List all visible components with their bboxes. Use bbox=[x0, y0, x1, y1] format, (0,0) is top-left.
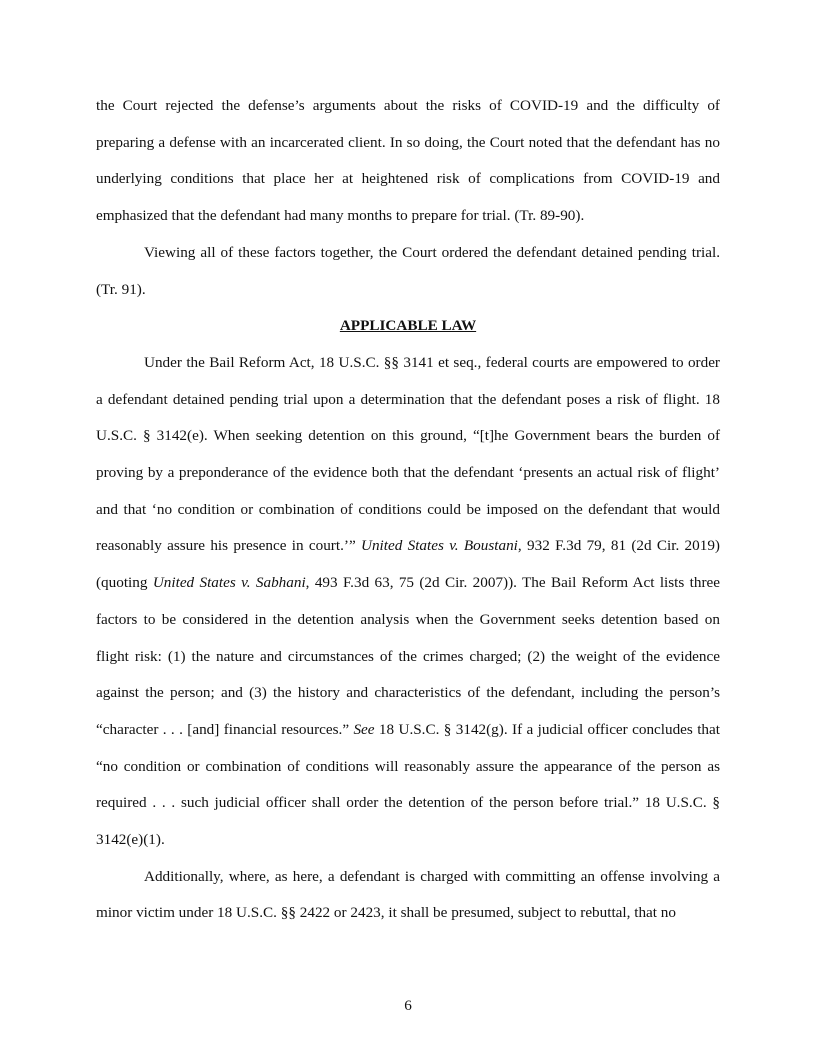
section-heading: APPLICABLE LAW bbox=[339, 317, 477, 335]
page-number: 6 bbox=[404, 997, 412, 1014]
text-segment: , 493 F.3d 63, 75 (2d Cir. 2007)). The Bail Reform Act lists three factors to be considered in the detention analysis when the Government seeks detention based on flight risk: (1) the nature and circumstances of the crimes charged; (2) the weight of the evidence against the person; and (3) the history and characteristics of the defendant, including the person’s “character . . . [and] financial resources.” bbox=[96, 574, 720, 738]
document-body bbox=[96, 88, 720, 932]
case-citation: United States v. Boustani bbox=[360, 537, 518, 555]
text-segment: 18 U.S.C. § 3142(g). If a judicial officer concludes that “no condition or combination of conditions will reasonably assure the appearance of the person as required . . . such judicial officer shall order the detention of the person before trial.” 18 U.S.C. § 3142(e)(1). bbox=[96, 720, 720, 849]
text-segment: , 932 F.3d 79, 81 (2d Cir. 2019) (quoting bbox=[96, 537, 720, 592]
paragraph-detention-order: Viewing all of these factors together, the Court ordered the defendant detained pending trial. (Tr. 91). bbox=[96, 243, 720, 298]
paragraph-presumption: Additionally, where, as here, a defendant is charged with committing an offense involving a minor victim under 18 U.S.C. §§ 2422 or 2423, it shall be presumed, subject to rebuttal, that no bbox=[96, 867, 720, 922]
case-citation: United States v. Sabhani bbox=[152, 574, 306, 592]
paragraph-continuation: the Court rejected the defense’s arguments about the risks of COVID-19 and the difficulty of preparing a defense with an incarcerated client. In so doing, the Court noted that the defendant has no underlying conditions that place her at heightened risk of complications from COVID-19 and emphasized that the defendant had many months to prepare for trial. (Tr. 89-90). bbox=[96, 97, 720, 225]
paragraph-bail-reform-act bbox=[96, 345, 720, 859]
text-segment: Under the Bail Reform Act, 18 U.S.C. §§ 3141 et seq., federal courts are empowered to order a defendant detained pending trial upon a determination that the defendant poses a risk of flight. 18 U.S.C. § 3142(e). When seeking detention on this ground, “[t]he Government bears the burden of proving by a preponderance of the evidence both that the defendant ‘presents an actual risk of flight’ and that ‘no condition or combination of conditions could be imposed on the defendant that would reasonably assure his presence in court.’” bbox=[96, 353, 720, 555]
citation-signal: See bbox=[353, 720, 375, 738]
